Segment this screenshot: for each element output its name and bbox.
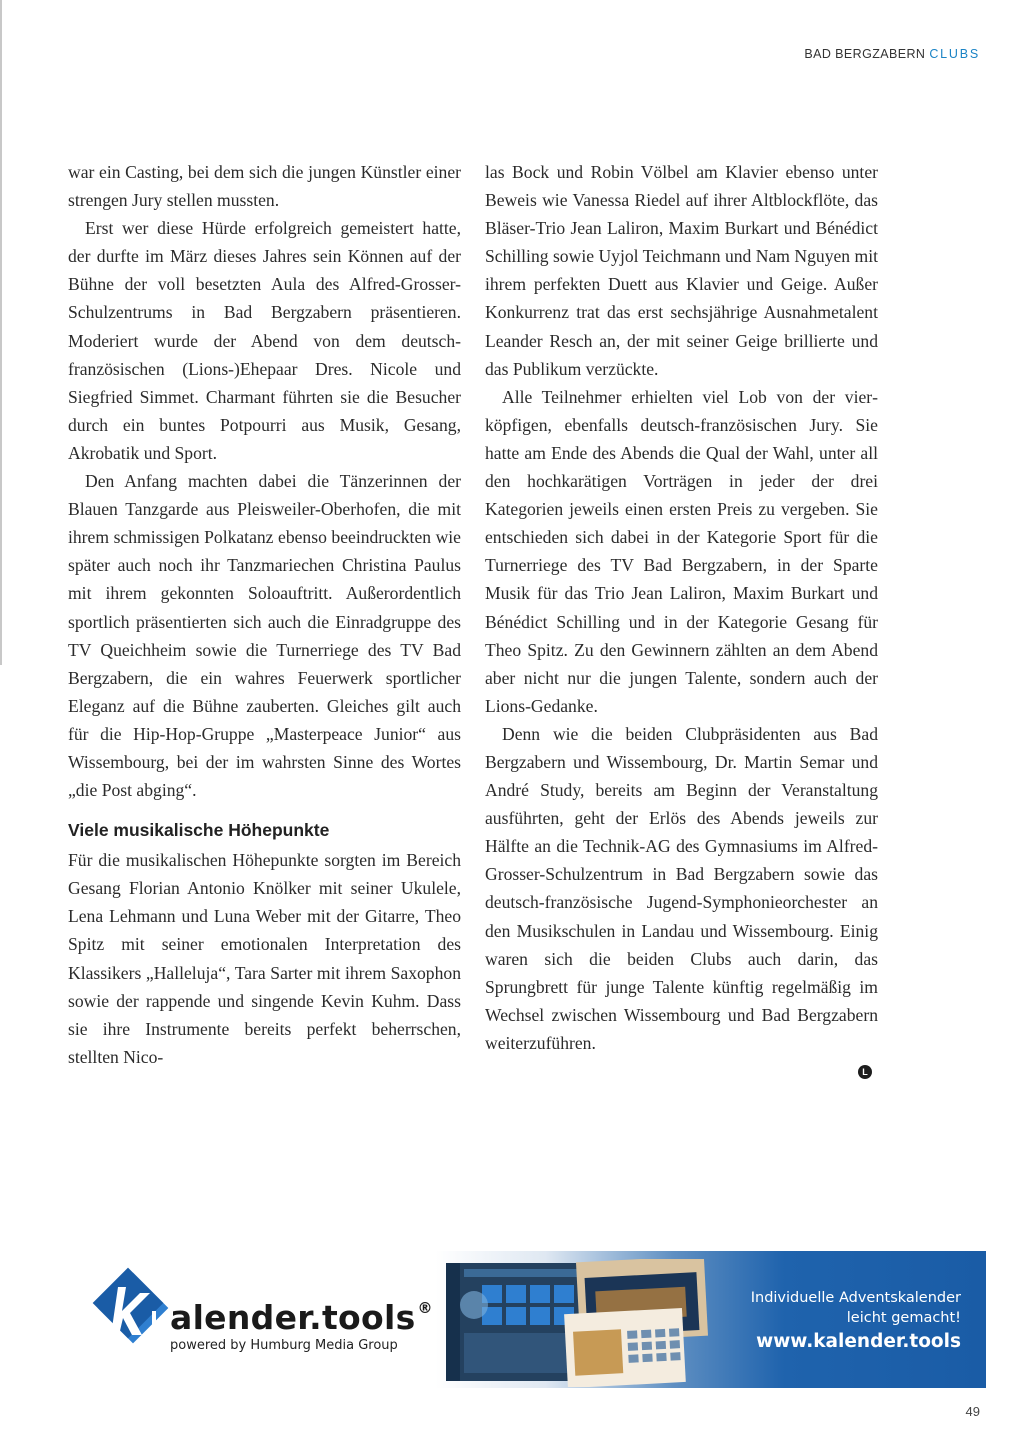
ad-url-link[interactable]: www.kalender.tools <box>756 1331 961 1352</box>
brand-name: alender.tools ® <box>170 1298 433 1337</box>
left-column <box>68 158 461 1071</box>
header-location: BAD BERGZABERN <box>804 47 926 61</box>
paragraph: Erst wer diese Hürde erfolgreich gemeistert hatte, der durfte im März dieses Jahres sein Können auf der Bühne der voll besetzten Aula des Alfred-Grosser-Schulzentrums in Bad Bergzabern präsentieren. Moderiert wurde der Abend von dem deutsch-französischen (Lions-)Ehepaar Dres. Nicole und Siegfried Simmet. Charmant führten sie die Besucher durch ein buntes Potpourri aus Musik, Gesang, Akrobatik und Sport. <box>68 218 461 463</box>
paragraph: Für die musikalischen Höhepunkte sorgten im Bereich Gesang Florian Antonio Knölker mit seiner Ukulele, Lena Lehmann und Luna Weber mit der Gitarre, Theo Spitz mit seiner emotionalen Interpretation des Klassikers „Halleluja“, Tara Sarter mit ihrem Saxophon sowie der rappende und singende Kevin Kuhm. Dass sie ihre Instrumente bereits perfekt beherrschen, stellten Nico- <box>68 850 461 1067</box>
right-column <box>485 158 878 1079</box>
calendar-product-mockup-icon <box>446 1259 716 1387</box>
powered-by-text: powered by Humburg Media Group <box>170 1338 398 1353</box>
header-section: CLUBS <box>929 47 980 61</box>
paragraph: las Bock und Robin Völbel am Klavier ebenso unter Beweis wie Vanessa Riedel auf ihrer Altblockflöte, das Bläser-Trio Jean Laliron, Maxim Burkart und Bénédict Schilling sowie Uyjol Teichmann und Nam Nguyen mit ihrem perfekten Duett aus Klavier und Geige. Außer Konkurrenz trat das erst sechsjährige Ausnahmetalent Leander Resch an, der mit seiner Geige brillierte und das Publikum verzückte. <box>485 162 878 379</box>
lions-end-mark-icon: L <box>858 1065 872 1079</box>
paragraph: war ein Casting, bei dem sich die jungen Künstler einer strengen Jury stellen mussten. <box>68 162 461 211</box>
registered-mark: ® <box>417 1299 433 1317</box>
kalender-tools-logo-icon <box>88 1265 178 1355</box>
page-edge-line <box>0 0 2 665</box>
page-number: 49 <box>965 1404 980 1419</box>
running-header <box>804 47 980 61</box>
paragraph: Denn wie die beiden Clubpräsidenten aus Bad Bergzabern und Wissembourg, Dr. Martin Semar und André Study, bereits am Beginn der Veranstaltung ausführten, geht der Erlös des Abends jeweils zur Hälfte an die Technik-AG des Gymnasiums im Alfred-Grosser-Schulzentrum in Bad Bergzabern sowie das deutsch-französische Jugend-Symphonieorchester an den Musikschulen in Landau und Wissembourg. Einig waren sich die beiden Clubs auch darin, das Sprungbrett für junge Talente künftig regelmäßig im Wechsel zwischen Wissembourg und Bad Bergzabern weiterzuführen. <box>485 723 878 1053</box>
advertisement-banner[interactable] <box>68 1251 986 1388</box>
ad-tagline: Individuelle Adventskalender leicht gemacht! <box>750 1290 961 1326</box>
subheading: Viele musikalische Höhepunkte <box>68 820 330 841</box>
paragraph: Alle Teilnehmer erhielten viel Lob von der vierköpfigen, ebenfalls deutsch-französischen Jury. Sie hatte am Ende des Abends die Qual der Wahl, unter all den hochkarätigen Vorträgen in jeder der drei Kategorien jeweils einen ersten Preis zu vergeben. Sie entschieden sich dabei in der Kategorie Sport für die Turnerriege des TV Bad Bergzabern, in der Sparte Musik für das Trio Jean Laliron, Maxim Burkart und Bénédict Schilling und in der Kategorie Gesang für Theo Spitz. Zu den Gewinnern zählten an dem Abend aber nicht nur die jungen Talente, sondern auch der Lions-Gedanke. <box>485 386 878 716</box>
paragraph: Den Anfang machten dabei die Tänzerinnen der Blauen Tanzgarde aus Pleisweiler-Oberhofen, die mit ihrem schmissigen Polkatanz ebenso beeindruckten wie später auch noch ihr Tanzmariechen Christina Paulus mit ihrem gekonnten Soloauftritt. Außerordentlich sportlich präsentierten sich auch die Einradgruppe des TV Queichheim sowie die Turnerriege des TV Bad Bergzabern, die ein wahres Feuerwerk sportlicher Eleganz auf die Bühne zauberten. Gleiches gilt auch für die Hip-Hop-Gruppe „Masterpeace Junior“ aus Wissembourg, bei der im wahrsten Sinne des Wortes „die Post abging“. <box>68 471 461 801</box>
